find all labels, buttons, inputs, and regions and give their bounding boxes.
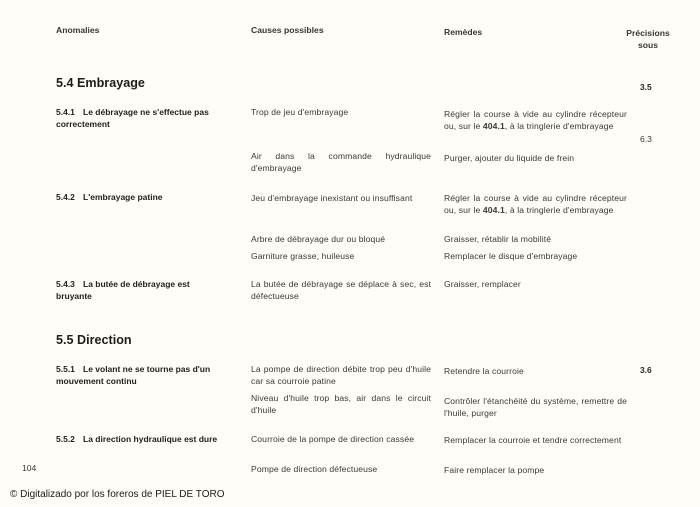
section-ref-embrayage: 3.5: [640, 82, 652, 92]
anomaly-number: 5.5.2: [56, 434, 75, 444]
cause-text: Arbre de débrayage dur ou bloqué: [251, 234, 386, 244]
header-precisions: Précisions sous: [626, 28, 670, 50]
page-number: 104: [22, 463, 37, 473]
anomaly-number: 5.5.1: [56, 364, 75, 374]
remedy-text: Remplacer le disque d'embrayage: [444, 251, 578, 261]
cause-text: La butée de débrayage se déplace à sec, est défectueuse: [251, 279, 431, 301]
anomaly-number: 5.4.3: [56, 279, 75, 289]
cause-text: Trop de jeu d'embrayage: [251, 107, 349, 117]
anomaly-text: Le débrayage ne s'effectue pas correctement: [56, 107, 209, 129]
section-title-embrayage: 5.4 Embrayage: [56, 76, 145, 90]
remedy-text: Retendre la courroie: [444, 366, 524, 376]
cause-text: Niveau d'huile trop bas, air dans le circuit d'huile: [251, 393, 431, 415]
anomaly-text: La butée de débrayage est bruyante: [56, 279, 190, 301]
anomaly-number: 5.4.1: [56, 107, 75, 117]
cause-text: Pompe de direction défectueuse: [251, 464, 378, 474]
header-causes: Causes possibles: [251, 25, 324, 35]
header-anomalies: Anomalies: [56, 25, 100, 35]
cause-text: Courroie de la pompe de direction cassée: [251, 434, 415, 444]
anomaly-5-5-2: [56, 433, 231, 445]
anomaly-5-5-1: [56, 363, 236, 387]
remedy-text: Graisser, remplacer: [444, 279, 521, 289]
anomaly-5-4-3: [56, 278, 226, 302]
footer-credit: © Digitalizado por los foreros de PIEL DE TORO: [10, 489, 225, 500]
cause-text: La pompe de direction débite trop peu d'huile car sa courroie patine: [251, 364, 431, 386]
cause-text: Garniture grasse, huileuse: [251, 251, 355, 261]
remedy-text: Régler la course à vide au cylindre récepteur ou, sur le 404.1, à la tringlerie d'embrayage: [444, 193, 627, 215]
section-title-direction: 5.5 Direction: [56, 333, 132, 347]
remedy-text: Purger, ajouter du liquide de frein: [444, 153, 575, 163]
remedy-text: Remplacer la courroie et tendre correctement: [444, 435, 622, 445]
remedy-text: Graisser, rétablir la mobilité: [444, 234, 552, 244]
anomaly-text: L'embrayage patine: [83, 192, 163, 202]
remedy-text: Régler la course à vide au cylindre récepteur ou, sur le 404.1, à la tringlerie d'embrayage: [444, 109, 627, 131]
remedy-text: Faire remplacer la pompe: [444, 465, 545, 475]
remedy-text: Contrôler l'étanchéité du système, remettre de l'huile, purger: [444, 396, 627, 418]
anomaly-text: La direction hydraulique est dure: [83, 434, 218, 444]
anomaly-number: 5.4.2: [56, 192, 75, 202]
cause-text: Jeu d'embrayage inexistant ou insuffisant: [251, 193, 413, 203]
anomaly-text: Le volant ne se tourne pas d'un mouvement continu: [56, 364, 211, 386]
anomaly-5-4-2: [56, 191, 246, 203]
header-remedes: Remèdes: [444, 27, 483, 37]
cause-text: Air dans la commande hydraulique d'embrayage: [251, 151, 431, 173]
precision-ref: 6.3: [640, 134, 652, 144]
anomaly-5-4-1: [56, 106, 246, 130]
section-ref-direction: 3.6: [640, 365, 652, 375]
